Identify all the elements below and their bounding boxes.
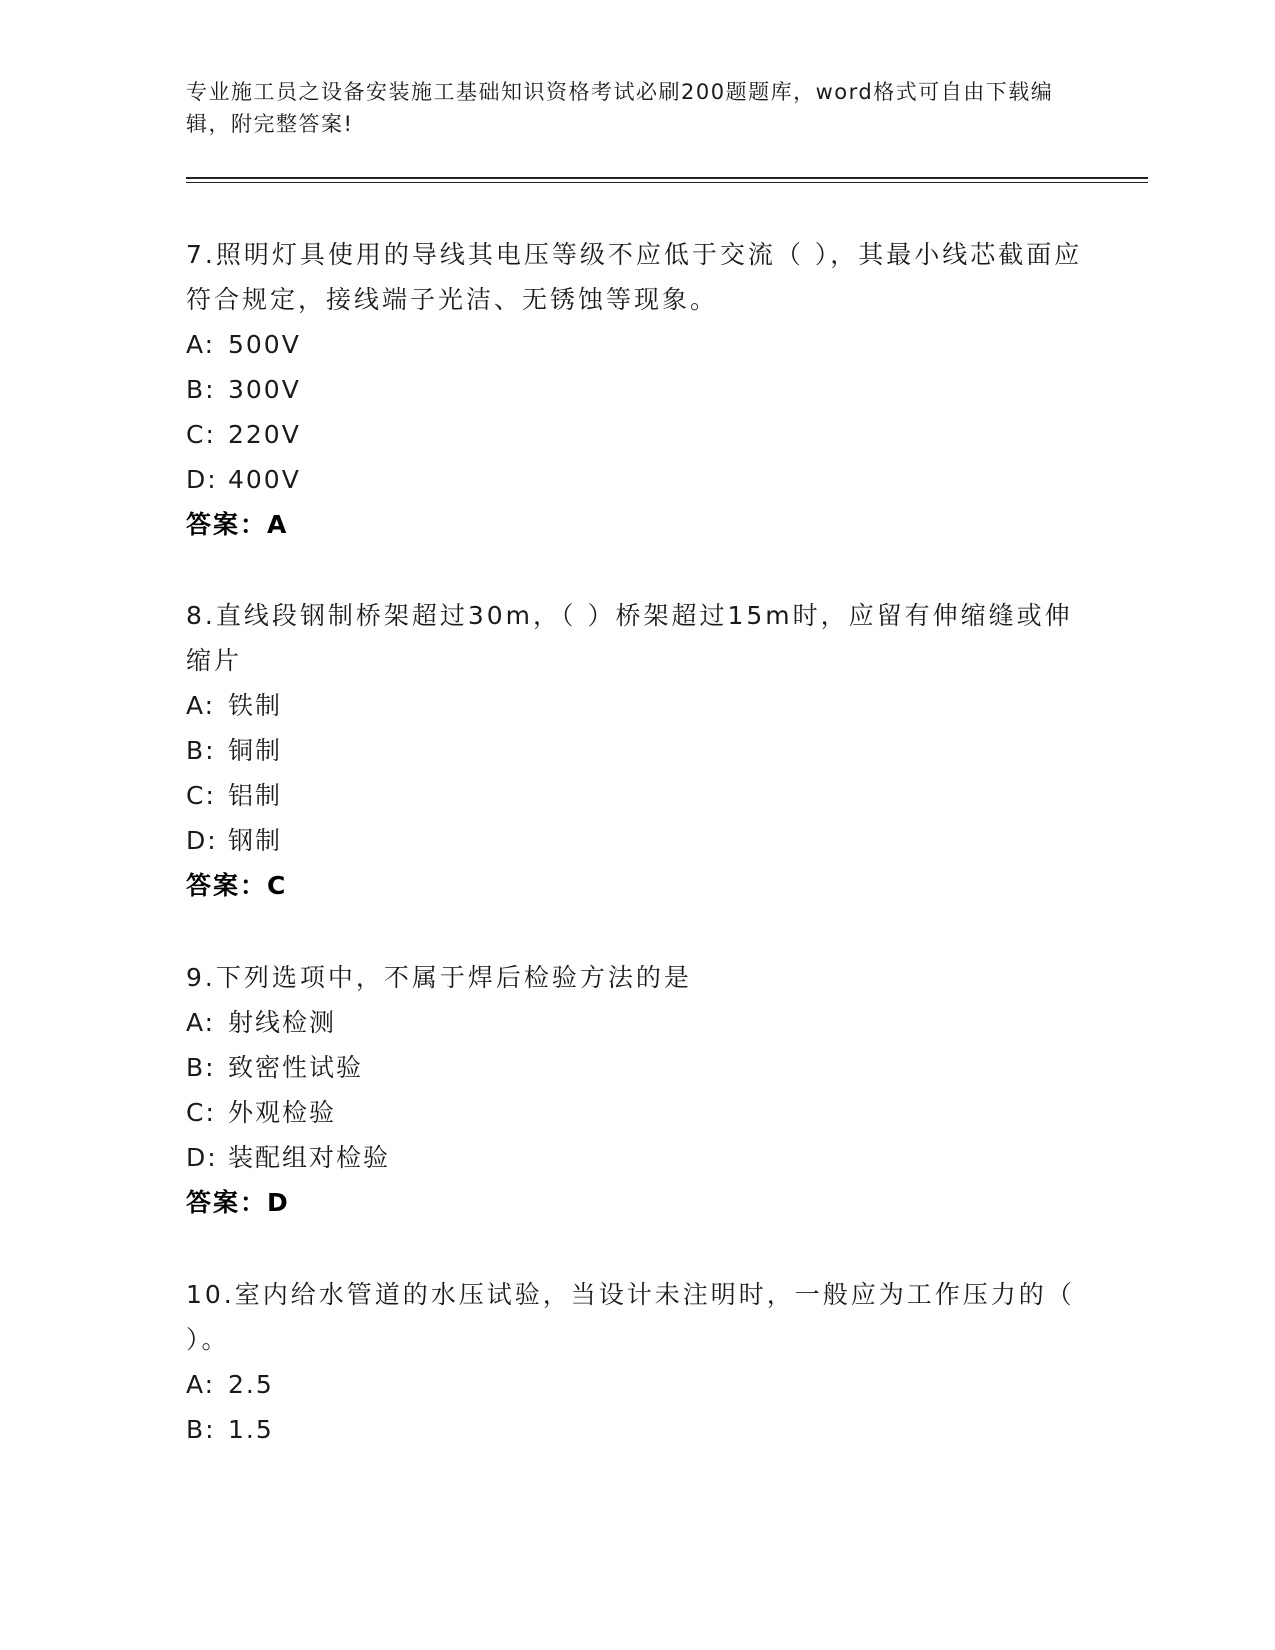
question-8 [186,593,1086,908]
option-c [186,412,1086,457]
option-key: B: [186,1053,216,1082]
option-text: 射线检测 [228,1008,337,1037]
option-d [186,818,1086,863]
option-b [186,1045,1086,1090]
question-stem: 10.室内给水管道的水压试验，当设计未注明时，一般应为工作压力的（ ）。 [186,1280,1075,1354]
option-text: 500V [228,330,301,359]
option-d [186,1135,1086,1180]
option-key: B: [186,375,216,404]
option-key: D: [186,826,218,855]
option-text: 1.5 [228,1415,274,1444]
question-stem: 8.直线段钢制桥架超过30m，（ ）桥架超过15m时，应留有伸缩缝或伸缩片 [186,601,1073,675]
option-text: 装配组对检验 [228,1143,391,1172]
option-text: 400V [228,465,301,494]
document-header: 专业施工员之设备安装施工基础知识资格考试必刷200题题库，word格式可自由下载编辑，附完整答案! [186,80,1054,136]
option-key: D: [186,465,218,494]
option-text: 铁制 [228,691,283,720]
option-a [186,1362,1086,1407]
option-text: 铜制 [228,736,283,765]
option-text: 钢制 [228,826,283,855]
answer-line: 答案：D [186,1188,290,1217]
option-key: A: [186,691,216,720]
option-key: B: [186,736,216,765]
answer-line: 答案：A [186,510,289,539]
option-key: D: [186,1143,218,1172]
option-c [186,1090,1086,1135]
option-b [186,367,1086,412]
option-key: C: [186,781,216,810]
option-key: B: [186,1415,216,1444]
option-key: A: [186,330,216,359]
option-text: 外观检验 [228,1098,337,1127]
option-a [186,322,1086,367]
option-text: 2.5 [228,1370,274,1399]
option-text: 300V [228,375,301,404]
header-divider [186,177,1148,179]
answer-line: 答案：C [186,871,288,900]
option-text: 铝制 [228,781,283,810]
header-divider-thin [186,182,1148,183]
option-b [186,1407,1086,1452]
question-9 [186,955,1086,1225]
question-7 [186,232,1086,547]
option-key: C: [186,1098,216,1127]
question-stem: 9.下列选项中，不属于焊后检验方法的是 [186,963,692,992]
option-a [186,683,1086,728]
option-text: 220V [228,420,301,449]
option-key: C: [186,420,216,449]
question-10 [186,1272,1086,1452]
option-d [186,457,1086,502]
option-b [186,728,1086,773]
option-c [186,773,1086,818]
question-stem: 7.照明灯具使用的导线其电压等级不应低于交流（ ），其最小线芯截面应符合规定，接线端子光洁、无锈蚀等现象。 [186,240,1083,314]
option-text: 致密性试验 [228,1053,364,1082]
option-a [186,1000,1086,1045]
option-key: A: [186,1008,216,1037]
option-key: A: [186,1370,216,1399]
